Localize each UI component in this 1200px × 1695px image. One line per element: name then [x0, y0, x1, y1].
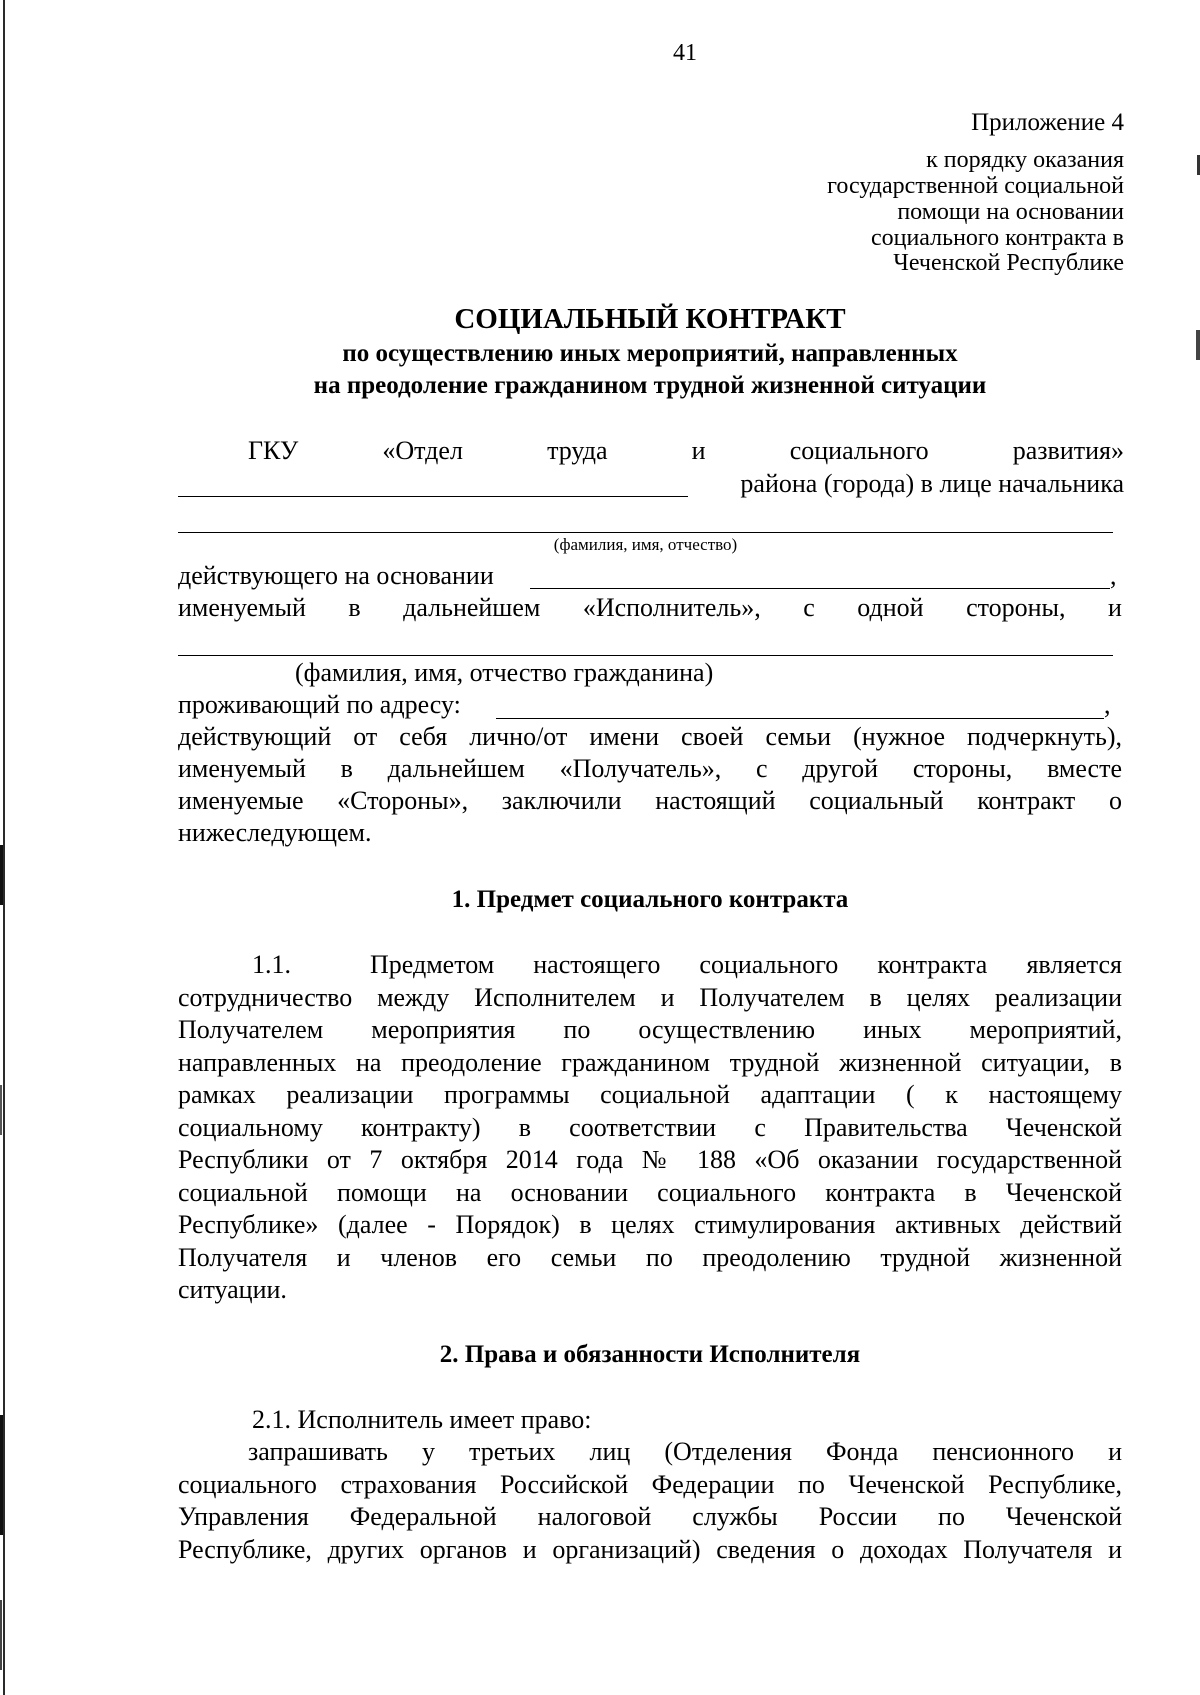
appendix-line: Чеченской Республике — [893, 250, 1124, 276]
clause-line: социальной помощи на основании социального контракта в Чеченской — [178, 1178, 1122, 1207]
blank-line-district — [178, 496, 688, 497]
clause-line: рамках реализации программы социальной адаптации ( к настоящему — [178, 1080, 1122, 1109]
gku-word: труда — [547, 436, 608, 465]
gku-word: «Отдел — [382, 436, 463, 465]
preamble-line-last: нижеследующем. — [178, 818, 372, 847]
named-executor-line — [178, 593, 1122, 623]
named-word: стороны, — [966, 593, 1066, 622]
scan-edge-mark — [0, 1600, 2, 1670]
clause-2-1: 2.1. Исполнитель имеет право: — [252, 1405, 592, 1434]
named-word: в — [348, 593, 361, 622]
clause-line: запрашивать у третьих лиц (Отделения Фонда пенсионного и — [248, 1437, 1122, 1466]
scan-left-edge — [3, 0, 5, 1695]
scan-edge-mark — [0, 1085, 2, 1135]
section-1-title: 1. Предмет социального контракта — [451, 886, 849, 913]
page-number: 41 — [673, 40, 697, 66]
gku-word: ГКУ — [248, 436, 299, 465]
clause-text: Предметом настоящего социального контракта является — [370, 950, 1122, 979]
contract-subtitle: по осуществлению иных мероприятий, направленных — [342, 340, 958, 367]
preamble-line: именуемые «Стороны», заключили настоящий социальный контракт о — [178, 786, 1122, 815]
residing-label: проживающий по адресу: — [178, 690, 461, 719]
blank-line-citizen-name — [178, 655, 1113, 656]
scan-edge-mark — [1196, 330, 1200, 360]
clause-line: Республике» (далее - Порядок) в целях стимулирования активных действий — [178, 1210, 1122, 1239]
clause-line: социального страхования Российской Федерации по Чеченской Республике, — [178, 1470, 1122, 1499]
preamble-line: именуемый в дальнейшем «Получатель», с другой стороны, вместе — [178, 754, 1122, 783]
gku-word: развития» — [1012, 436, 1124, 465]
gku-word: социального — [789, 436, 929, 465]
named-word: с — [803, 593, 815, 622]
fio-caption: (фамилия, имя, отчество) — [553, 535, 738, 554]
named-word: дальнейшем — [403, 593, 541, 622]
scan-edge-mark — [0, 1415, 3, 1535]
named-word: именуемый — [178, 593, 306, 622]
blank-line-basis — [530, 588, 1110, 589]
clause-line: Получателя и членов его семьи по преодолению трудной жизненной — [178, 1243, 1122, 1272]
clause-line: Управления Федеральной налоговой службы России по Чеченской — [178, 1502, 1122, 1531]
acting-basis-label: действующего на основании — [178, 561, 494, 590]
blank-line-address — [496, 718, 1104, 719]
clause-number: 1.1. — [252, 950, 291, 979]
clause-line: социальному контракту) в соответствии с Правительства Чеченской — [178, 1113, 1122, 1142]
appendix-line: к порядку оказания — [926, 147, 1124, 173]
clause-line: Получателем мероприятия по осуществлению иных мероприятий, — [178, 1015, 1122, 1044]
scan-edge-mark — [0, 845, 3, 905]
clause-line-last: ситуации. — [178, 1275, 287, 1304]
preamble-line: действующий от себя лично/от имени своей семьи (нужное подчеркнуть), — [178, 722, 1122, 751]
district-text: района (города) в лице начальника — [740, 469, 1124, 498]
clause-line: сотрудничество между Исполнителем и Получателем в целях реализации — [178, 983, 1122, 1012]
blank-line-head-name — [178, 532, 1113, 533]
citizen-caption: (фамилия, имя, отчество гражданина) — [295, 658, 714, 687]
gku-word: и — [691, 436, 706, 465]
named-word: одной — [857, 593, 924, 622]
appendix-title: Приложение 4 — [971, 109, 1124, 136]
clause-line: Республики от 7 октября 2014 года № 188 «Об оказании государственной — [178, 1145, 1122, 1174]
appendix-line: помощи на основании — [897, 199, 1124, 225]
clause-line: Республике, других органов и организаций) сведения о доходах Получателя и — [178, 1535, 1122, 1564]
gku-line — [248, 436, 1124, 466]
named-word: и — [1108, 593, 1122, 622]
appendix-line: социального контракта в — [870, 225, 1124, 251]
appendix-line: государственной социальной — [827, 173, 1124, 199]
clause-line: направленных на преодоление гражданином трудной жизненной ситуации, в — [178, 1048, 1122, 1077]
named-word: «Исполнитель», — [582, 593, 761, 622]
acting-basis-comma: , — [1110, 561, 1117, 590]
residing-comma: , — [1104, 690, 1111, 719]
contract-title: СОЦИАЛЬНЫЙ КОНТРАКТ — [454, 303, 846, 335]
contract-subtitle: на преодоление гражданином трудной жизненной ситуации — [313, 372, 987, 399]
section-2-title: 2. Права и обязанности Исполнителя — [439, 1341, 861, 1368]
